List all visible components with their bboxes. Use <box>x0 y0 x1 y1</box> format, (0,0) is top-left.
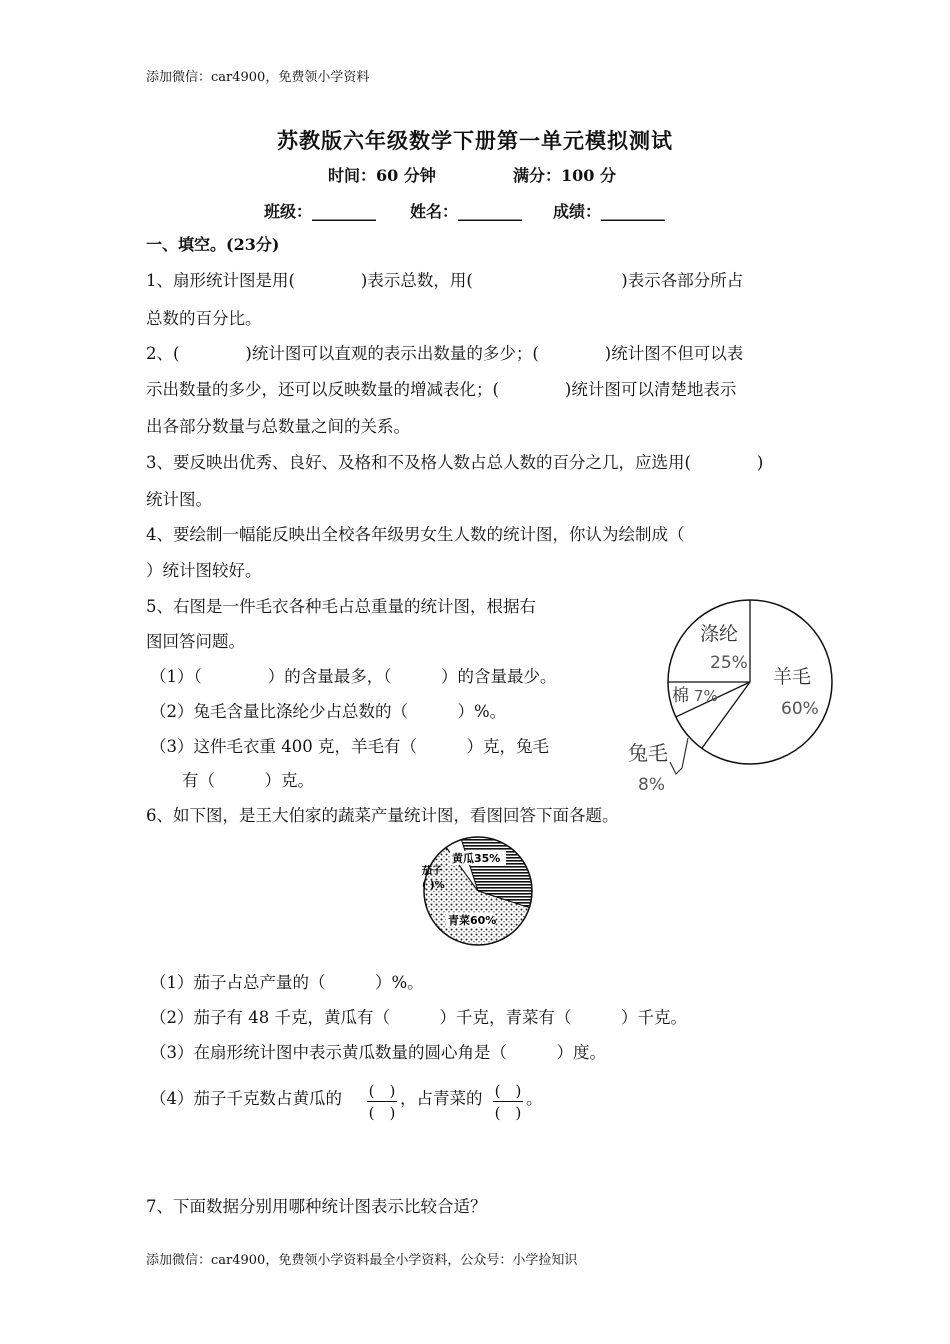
q6-sub4-mid: ，占青菜的 <box>400 1089 483 1108</box>
name-field: 姓名：________ <box>410 202 523 221</box>
q5-line2: 图回答问题。 <box>146 632 245 651</box>
q2-line1: 2、( )统计图可以直观的表示出数量的多少；( )统计图不但可以表 <box>146 344 744 363</box>
q1-line2: 总数的百分比。 <box>146 309 262 328</box>
label-polyester-pct: 25% <box>710 653 748 673</box>
q6-line1: 6、如下图，是王大伯家的蔬菜产量统计图，看图回答下面各题。 <box>146 806 619 825</box>
grade-field: 成绩：________ <box>553 202 666 221</box>
section-heading: 一、填空。(23分) <box>146 235 280 254</box>
q6-sub1: （1）茄子占总产量的（ ）%。 <box>150 973 424 992</box>
label-polyester: 涤纶 <box>700 623 739 645</box>
label-rabbit: 兔毛 <box>628 741 668 765</box>
q6-sub4: （4）茄子千克数占黄瓜的 <box>150 1089 342 1108</box>
q5-sub3: （3）这件毛衣重 400 克，羊毛有（ ）克，兔毛 <box>150 737 549 756</box>
q5-sub3-cont: 有（ ）克。 <box>182 771 314 790</box>
footer-note: 添加微信：car4900，免费领小学资料最全小学资料，公众号：小学捡知识 <box>146 1253 578 1268</box>
page-title: 苏教版六年级数学下册第一单元模拟测试 <box>277 128 673 153</box>
time-limit: 时间：60 分钟 <box>328 166 436 185</box>
label-cotton: 棉 <box>672 686 689 706</box>
label-eggplant-pct: ( )% <box>422 880 445 891</box>
sweater-pie-chart <box>620 588 842 798</box>
q7-line1: 7、下面数据分别用哪种统计图表示比较合适？ <box>146 1197 487 1216</box>
q4-line1: 4、要绘制一幅能反映出全校各年级男女生人数的统计图，你认为绘制成（ <box>146 525 685 544</box>
label-rabbit-pct: 8% <box>638 775 665 795</box>
fraction-blank-2[interactable]: ( ) ( ) <box>494 1082 522 1122</box>
label-greens: 青菜60% <box>448 914 497 927</box>
fraction-blank-1[interactable]: ( ) ( ) <box>368 1082 396 1122</box>
label-wool: 羊毛 <box>773 666 812 688</box>
q2-line3: 出各部分数量与总数量之间的关系。 <box>146 417 410 436</box>
q6-sub2: （2）茄子有 48 千克，黄瓜有（ ）千克，青菜有（ ）千克。 <box>150 1008 687 1027</box>
q3-line1: 3、要反映出优秀、良好、及格和不及格人数占总人数的百分之几，应选用( ) <box>146 453 764 472</box>
class-field: 班级：________ <box>264 202 377 221</box>
label-cucumber: 黄瓜35% <box>452 852 501 865</box>
q5-line1: 5、右图是一件毛衣各种毛占总重量的统计图，根据右 <box>146 597 536 616</box>
label-eggplant: 茄子 <box>422 866 442 877</box>
header-note: 添加微信：car4900，免费领小学资料 <box>146 70 370 85</box>
vegetable-pie-chart <box>410 833 546 949</box>
q6-sub4-end: 。 <box>526 1089 543 1108</box>
full-score: 满分：100 分 <box>513 166 616 185</box>
q1-line1: 1、扇形统计图是用( )表示总数，用( )表示各部分所占 <box>146 271 744 290</box>
label-cotton-pct: 7% <box>694 687 718 705</box>
rabbit-leader-line <box>670 738 688 774</box>
q4-line2: ）统计图较好。 <box>146 561 262 580</box>
q6-sub3: （3）在扇形统计图中表示黄瓜数量的圆心角是（ ）度。 <box>150 1043 606 1062</box>
q2-line2: 示出数量的多少，还可以反映数量的增减表化；( )统计图可以清楚地表示 <box>146 380 737 399</box>
q3-line2: 统计图。 <box>146 490 212 509</box>
label-wool-pct: 60% <box>781 699 819 719</box>
q5-sub2: （2）兔毛含量比涤纶少占总数的（ ）%。 <box>150 702 507 721</box>
q5-sub1: （1）（ ）的含量最多，（ ）的含量最少。 <box>150 667 557 686</box>
